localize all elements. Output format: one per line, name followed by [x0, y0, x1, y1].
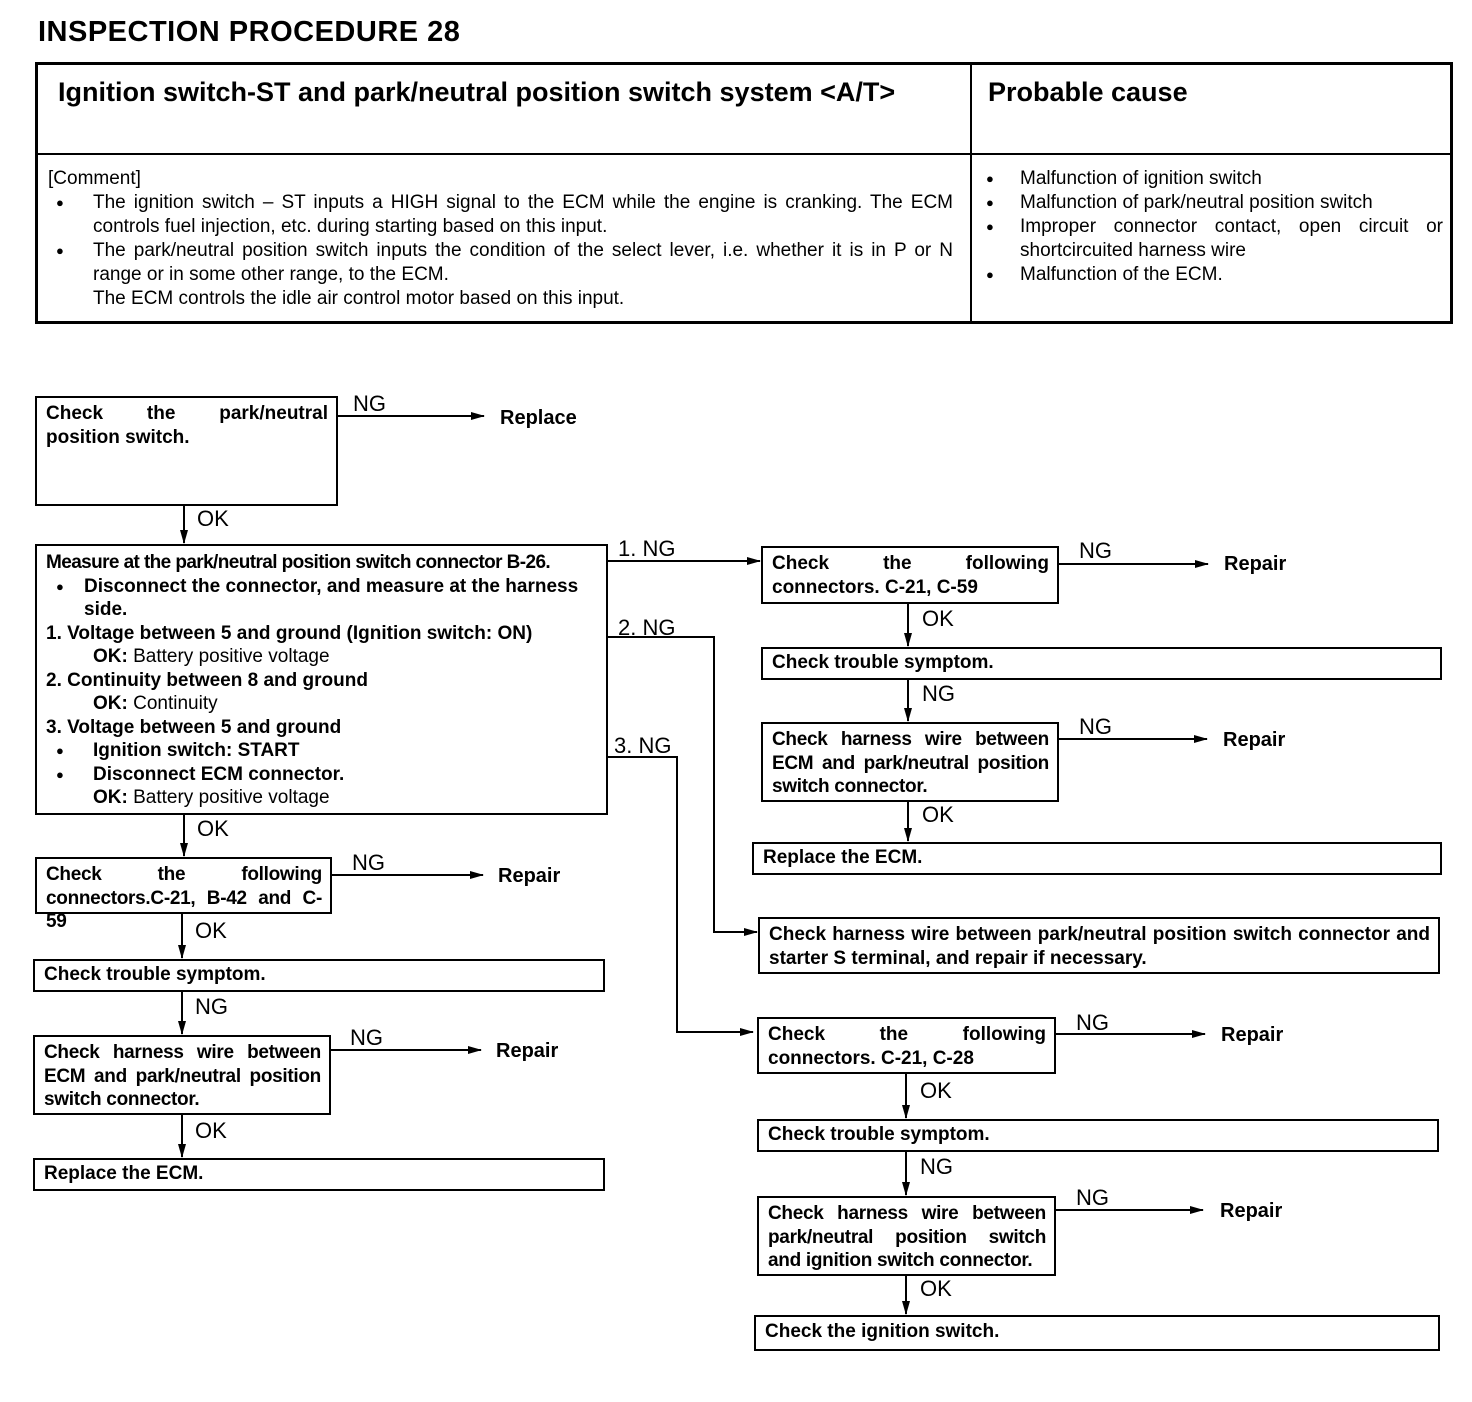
measure-title: Measure at the park/neutral position switch connector B-26. — [46, 552, 551, 573]
system-heading: Ignition switch-ST and park/neutral position switch system <A/T> — [58, 77, 896, 107]
measure-bullet: ● Disconnect the connector, and measure at the harness side. — [56, 575, 579, 620]
r1-trouble-symptom-box: Check trouble symptom. — [761, 647, 1442, 680]
comment-item: ● The park/neutral position switch inputs the condition of the select lever, i.e. whether it is in P or N range or in some other range, to the ECM. — [48, 239, 953, 287]
r1-check-harness-box: Check harness wire between ECM and park/neutral position switch connector. — [761, 722, 1059, 802]
cause-item: ● Malfunction of ignition switch — [978, 167, 1443, 191]
ok-label: OK — [195, 1118, 227, 1143]
left-trouble-symptom-box: Check trouble symptom. — [33, 959, 605, 992]
r2-check-harness-box: Check harness wire between park/neutral position switch connector and starter S terminal, and repair if necessary. — [758, 917, 1440, 974]
ok-label: OK — [920, 1276, 952, 1301]
measure-step-3-bullet: ● Disconnect ECM connector. — [56, 763, 345, 785]
comment-label: [Comment] — [48, 168, 141, 189]
comment-extra: The ECM controls the idle air control motor based on this input. — [93, 288, 625, 309]
r3-check-ignition-box: Check the ignition switch. — [754, 1315, 1440, 1351]
cause-item: ● Improper connector contact, open circuit or shortcircuited harness wire — [978, 215, 1443, 263]
measure-step-3: 3. Voltage between 5 and ground — [46, 716, 342, 738]
measure-step-1: 1. Voltage between 5 and ground (Ignition switch: ON) — [46, 622, 533, 644]
repair-action: Repair — [1221, 1024, 1284, 1046]
repair-action: Repair — [1220, 1200, 1283, 1222]
ok-label: OK — [195, 918, 227, 943]
bullet-icon: ● — [56, 766, 64, 782]
ng-label: NG — [922, 681, 955, 706]
r3-check-harness-box: Check harness wire between park/neutral position switch and ignition switch connector. — [757, 1196, 1056, 1276]
branch-1-ng-label: 1. NG — [618, 536, 676, 561]
ng-label: NG — [1076, 1010, 1109, 1035]
measure-box — [35, 544, 608, 815]
repair-action: Repair — [498, 865, 561, 887]
repair-action: Repair — [1223, 729, 1286, 751]
bullet-icon: ● — [56, 578, 64, 594]
ok-label: OK — [197, 506, 229, 531]
ng-label: NG — [1076, 1185, 1109, 1210]
left-check-harness-box: Check harness wire between ECM and park/neutral position switch connector. — [33, 1035, 331, 1115]
ok-label: OK — [922, 606, 954, 631]
ok-label: OK — [920, 1078, 952, 1103]
probable-cause-heading: Probable cause — [988, 77, 1188, 107]
branch-2-ng-label: 2. NG — [618, 615, 676, 640]
ng-label: NG — [353, 391, 386, 416]
branch-3-ng-label: 3. NG — [614, 733, 672, 758]
r3-trouble-symptom-box: Check trouble symptom. — [757, 1119, 1439, 1152]
ng-label: NG — [350, 1025, 383, 1050]
ok-label: OK — [197, 816, 229, 841]
ng-label: NG — [920, 1154, 953, 1179]
ng-label: NG — [352, 850, 385, 875]
repair-action: Repair — [1224, 553, 1287, 575]
r3-check-connectors-box: Check the following connectors. C-21, C-28 — [757, 1017, 1056, 1074]
measure-step-3-bullet: ● Ignition switch: START — [56, 740, 300, 761]
ng-label: NG — [195, 994, 228, 1019]
cause-item: ● Malfunction of the ECM. — [978, 263, 1443, 287]
ok-label: OK — [922, 802, 954, 827]
left-replace-ecm-box: Replace the ECM. — [33, 1158, 605, 1191]
measure-step-1-ok: OK: Battery positive voltage — [93, 646, 330, 667]
page-title: INSPECTION PROCEDURE 28 — [38, 16, 461, 48]
measure-step-2-ok: OK: Continuity — [93, 693, 218, 714]
repair-action: Repair — [496, 1040, 559, 1062]
cause-item: ● Malfunction of park/neutral position switch — [978, 191, 1443, 215]
bullet-icon: ● — [56, 743, 64, 758]
left-check-connectors-box: Check the following connectors.C-21, B-42 and C-59 — [35, 857, 332, 914]
measure-step-2: 2. Continuity between 8 and ground — [46, 669, 368, 691]
arrow-2-ng — [607, 637, 757, 932]
r1-check-connectors-box: Check the following connectors. C-21, C-59 — [761, 546, 1059, 604]
measure-step-3-ok: OK: Battery positive voltage — [93, 787, 330, 808]
replace-action: Replace — [500, 407, 577, 429]
ng-label: NG — [1079, 714, 1112, 739]
comment-item: ● The ignition switch – ST inputs a HIGH signal to the ECM while the engine is cranking. The ECM controls fuel injection, etc. during starting based on this input. — [48, 191, 953, 239]
r1-replace-ecm-box: Replace the ECM. — [752, 842, 1442, 875]
check-pn-switch-box: Check the park/neutral position switch. — [35, 396, 338, 506]
arrow-3-ng — [607, 757, 753, 1032]
ng-label: NG — [1079, 538, 1112, 563]
